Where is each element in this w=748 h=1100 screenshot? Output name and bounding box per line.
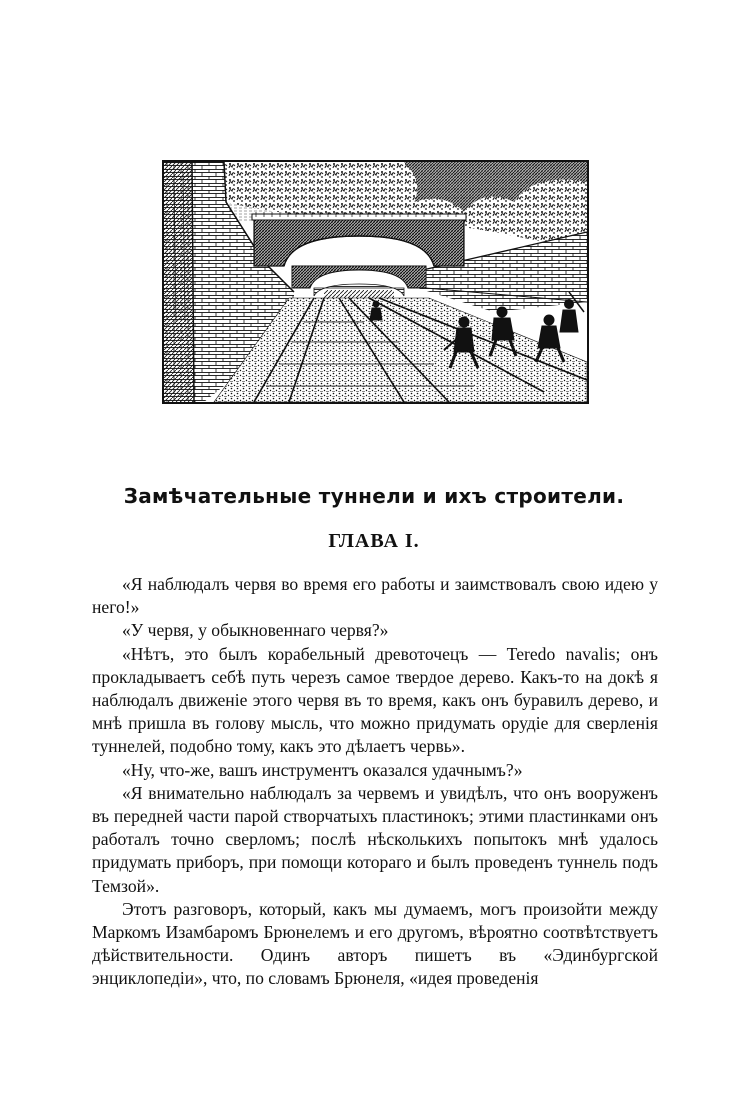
paragraph: «У червя, у обыкновеннаго червя?»: [122, 620, 389, 641]
chapter-heading: ГЛАВА I.: [328, 530, 420, 552]
paragraph: «Ну, что-же, вашъ инструментъ оказался удачнымъ?»: [122, 759, 523, 780]
paragraph: «Нѣтъ, это былъ корабельный древоточецъ — Teredo navalis; онъ прокладываетъ себѣ путь черезъ самое твердое дерево. Какъ-то на докѣ я наблюдалъ движеніе этого червя въ то время, какъ онъ буравилъ дерево, и мнѣ пришла въ голову мысль, что можно придумать орудіе для сверленія туннелей, подобно тому, какъ это дѣлаетъ червь».: [92, 643, 658, 757]
paragraph: Этотъ разговоръ, который, какъ мы думаемъ, могъ произойти между Маркомъ Изамбаромъ Брюнелемъ и его другомъ, вѣроятно соотвѣтствуетъ дѣйствительности. Одинъ авторъ пишетъ въ «Эдинбургской энциклопедіи», что, по словамъ Брюнеля, «идея проведенія: [92, 898, 658, 989]
paragraph: «Я наблюдалъ червя во время его работы и заимствовалъ свою идею у него!»: [92, 574, 658, 618]
body-text: [92, 573, 658, 991]
paragraph: «Я внимательно наблюдалъ за червемъ и увидѣлъ, что онъ вооруженъ въ передней части парой створчатыхъ пластинокъ; этими пластинками онъ работалъ точно сверломъ; послѣ нѣсколькихъ попытокъ мнѣ удалось придумать приборъ, при помощи котораго и былъ проведенъ туннель подъ Темзой».: [92, 782, 658, 896]
engraving-illustration: [162, 160, 589, 404]
page-title: Замѣчательные туннели и ихъ строители.: [123, 484, 625, 508]
